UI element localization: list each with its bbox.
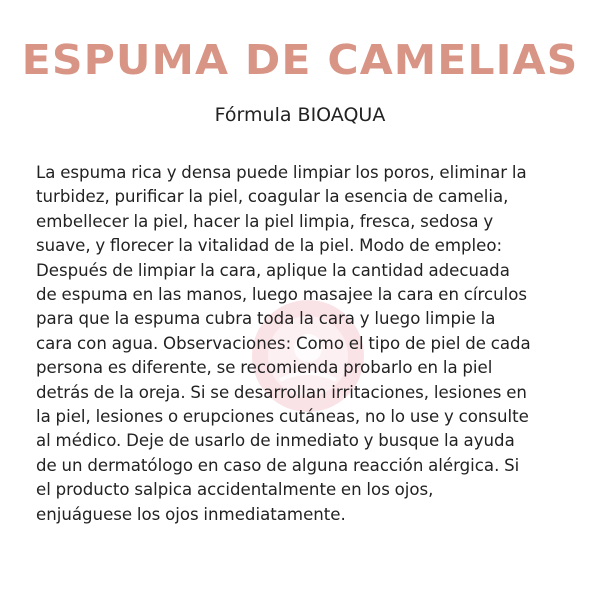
paragraph-line: el producto salpica accidentalmente en los ojos, (36, 480, 434, 500)
paragraph-line: al médico. Deje de usarlo de inmediato y busque la ayuda (36, 431, 515, 451)
paragraph-line: turbidez, purificar la piel, coagular la esencia de camelia, (36, 187, 509, 207)
paragraph-line: Después de limpiar la cara, aplique la cantidad adecuada (36, 260, 510, 280)
paragraph-line: persona es diferente, se recomienda probarlo en la piel (36, 358, 493, 378)
paragraph-line: detrás de la oreja. Si se desarrollan irritaciones, lesiones en (36, 382, 527, 402)
paragraph-line: enjuáguese los ojos inmediatamente. (36, 504, 346, 524)
paragraph-line: cara con agua. Observaciones: Como el tipo de piel de cada (36, 333, 531, 353)
paragraph-line: de espuma en las manos, luego masajee la cara en círculos (36, 285, 528, 305)
paragraph-line: la piel, lesiones o erupciones cutáneas, no lo use y consulte (36, 407, 529, 427)
paragraph-line: de un dermatólogo en caso de alguna reacción alérgica. Si (36, 455, 520, 475)
page-subtitle: Fórmula BIOAQUA (214, 104, 386, 126)
paragraph-line: embellecer la piel, hacer la piel limpia, fresca, sedosa y (36, 211, 494, 231)
paragraph-line: La espuma rica y densa puede limpiar los poros, eliminar la (36, 163, 527, 182)
paragraph-line: para que la espuma cubra toda la cara y luego limpie la (36, 309, 496, 329)
paragraph-line: suave, y florecer la vitalidad de la piel. Modo de empleo: (36, 236, 503, 256)
page-title: ESPUMA DE CAMELIAS (21, 36, 579, 84)
description-paragraph (36, 161, 576, 527)
